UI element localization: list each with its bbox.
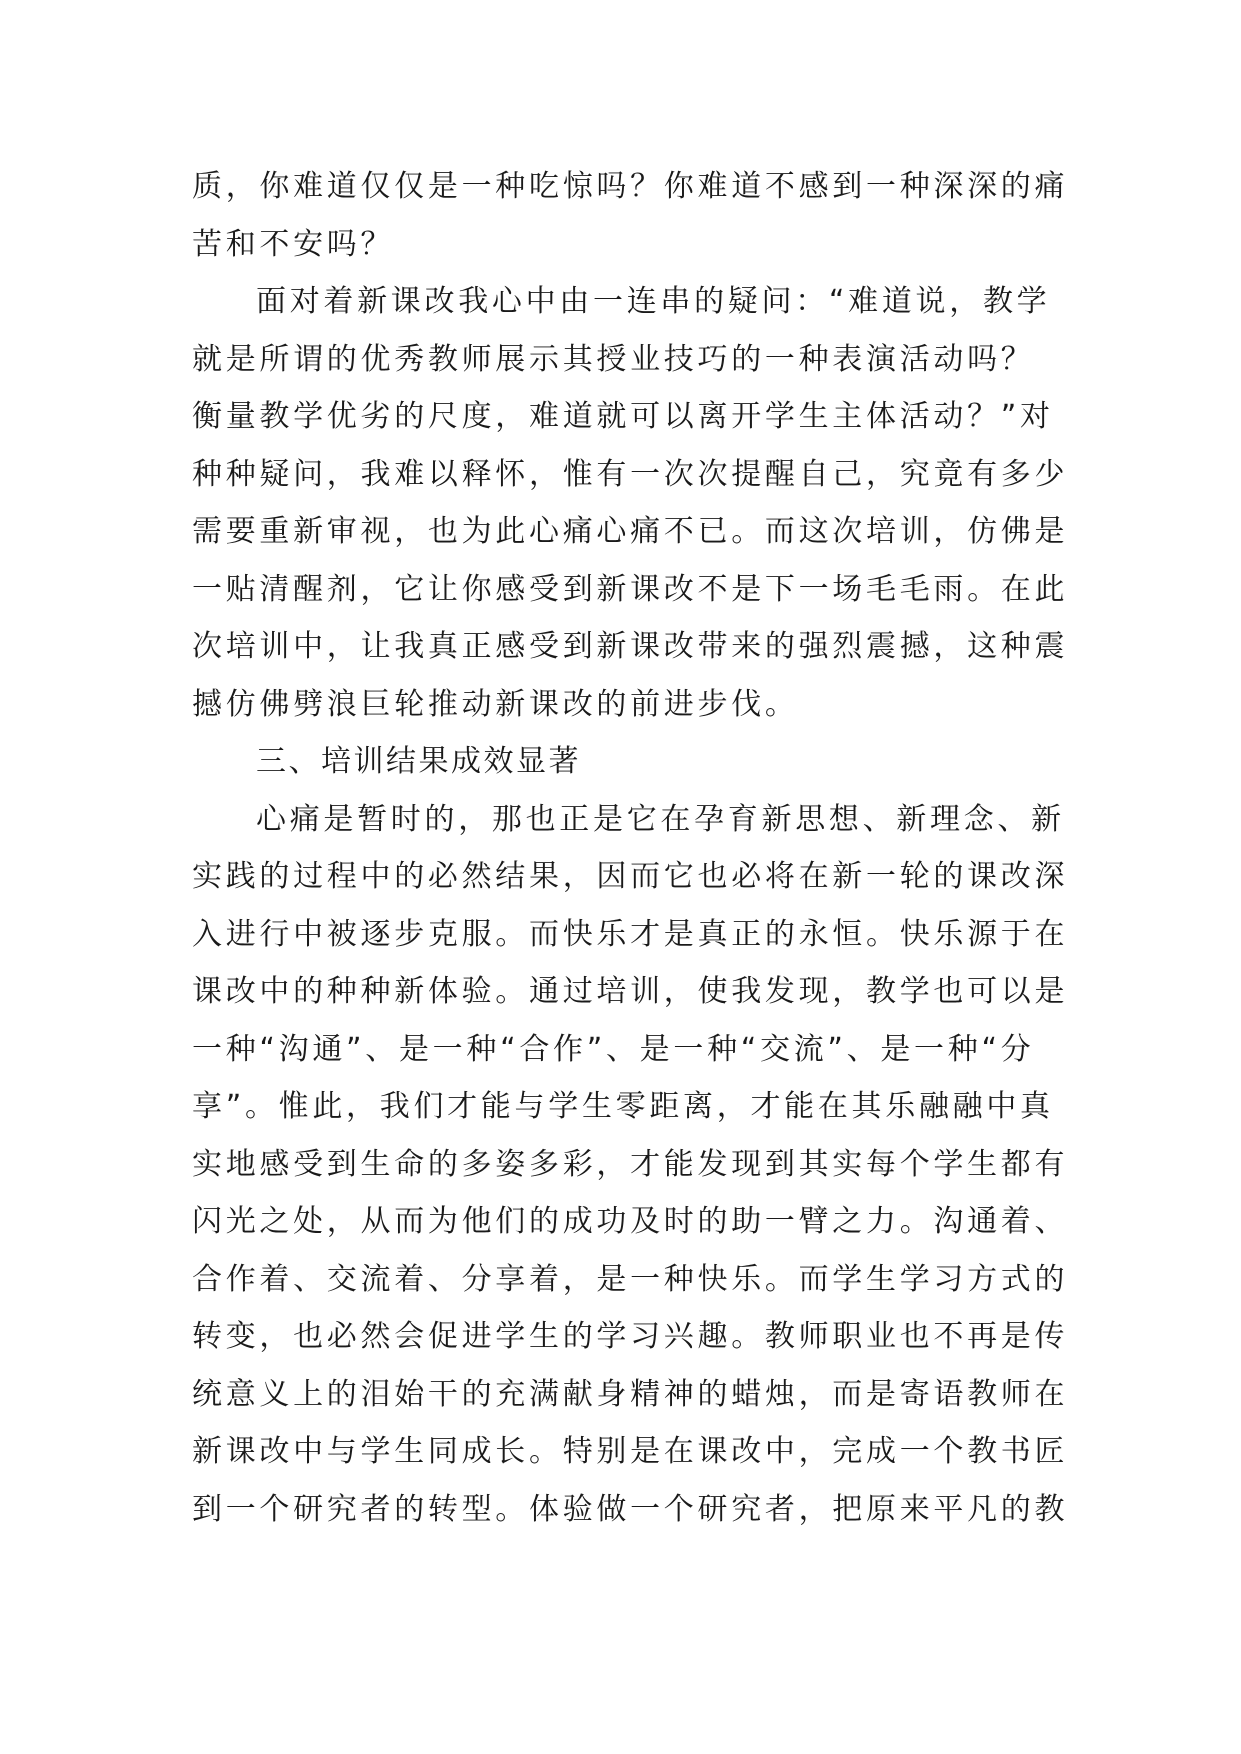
paragraph-start-line: 心痛是暂时的，那也正是它在孕育新思想、新理念、新 <box>256 801 1065 837</box>
text-line: 一贴清醒剂，它让你感受到新课改不是下一场毛毛雨。在此 <box>192 571 1069 607</box>
section-heading: 三、培训结果成效显著 <box>256 744 581 779</box>
text-line: 转变，也必然会促进学生的学习兴趣。教师职业也不再是传 <box>192 1319 1069 1354</box>
text-line: 新课改中与学生同成长。特别是在课改中，完成一个教书匠 <box>192 1434 1069 1469</box>
text-line: 苦和不安吗？ <box>192 226 395 262</box>
text-line: 享”。惟此，我们才能与学生零距离，才能在其乐融融中真 <box>192 1089 1054 1124</box>
paragraph-start-line: 面对着新课改我心中由一连串的疑问：“难道说，教学 <box>256 284 1051 319</box>
text-line: 闪光之处，从而为他们的成功及时的助一臂之力。沟通着、 <box>192 1204 1069 1239</box>
text-line: 撼仿佛劈浪巨轮推动新课改的前进步伐。 <box>192 686 799 722</box>
text-line: 种种疑问，我难以释怀，惟有一次次提醒自己，究竟有多少 <box>192 456 1069 492</box>
text-line: 就是所谓的优秀教师展示其授业技巧的一种表演活动吗？ <box>192 341 1035 377</box>
text-line: 需要重新审视，也为此心痛心痛不已。而这次培训，仿佛是 <box>192 514 1069 549</box>
text-line: 课改中的种种新体验。通过培训，使我发现，教学也可以是 <box>192 974 1069 1009</box>
text-line: 衡量教学优劣的尺度，难道就可以离开学生主体活动？”对 <box>192 399 1054 434</box>
document-body <box>192 158 1069 1538</box>
text-line: 合作着、交流着、分享着，是一种快乐。而学生学习方式的 <box>192 1261 1069 1297</box>
text-line: 一种“沟通”、是一种“合作”、是一种“交流”、是一种“分 <box>192 1031 1035 1067</box>
text-line: 到一个研究者的转型。体验做一个研究者，把原来平凡的教 <box>192 1491 1069 1527</box>
text-line: 入进行中被逐步克服。而快乐才是真正的永恒。快乐源于在 <box>192 916 1069 952</box>
text-line: 质，你难道仅仅是一种吃惊吗？你难道不感到一种深深的痛 <box>192 169 1069 204</box>
text-line: 次培训中，让我真正感受到新课改带来的强烈震撼，这种震 <box>192 629 1069 664</box>
text-line: 实地感受到生命的多姿多彩，才能发现到其实每个学生都有 <box>192 1146 1069 1182</box>
text-line: 统意义上的泪始干的充满献身精神的蜡烛，而是寄语教师在 <box>192 1376 1069 1412</box>
text-line: 实践的过程中的必然结果，因而它也必将在新一轮的课改深 <box>192 859 1069 894</box>
